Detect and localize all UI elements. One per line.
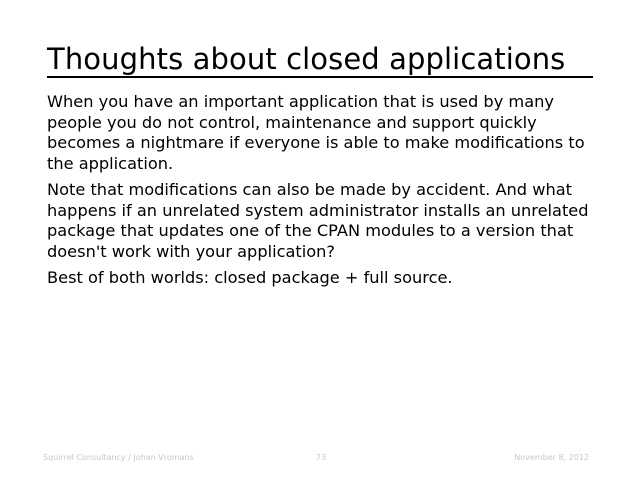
body-paragraph-3: Best of both worlds: closed package + full source.: [47, 268, 453, 287]
title-underline: [47, 76, 593, 78]
footer-date: November 8, 2012: [514, 453, 589, 462]
slide-title: Thoughts about closed applications: [47, 42, 566, 76]
footer-page-number: 73: [316, 453, 327, 462]
body-paragraph-1: When you have an important application that is used by many people you do not control, maintenance and support quickly becomes a nightmare if everyone is able to make modifications to the application.: [47, 92, 585, 173]
body-paragraph-2: Note that modifications can also be made by accident. And what happens if an unrelated system administrator installs an unrelated package that updates one of the CPAN modules to a version that doesn't work with your application?: [47, 180, 589, 261]
footer-author: Squirrel Consultancy / Johan Vromans: [43, 453, 194, 462]
slide-body: [47, 92, 597, 295]
